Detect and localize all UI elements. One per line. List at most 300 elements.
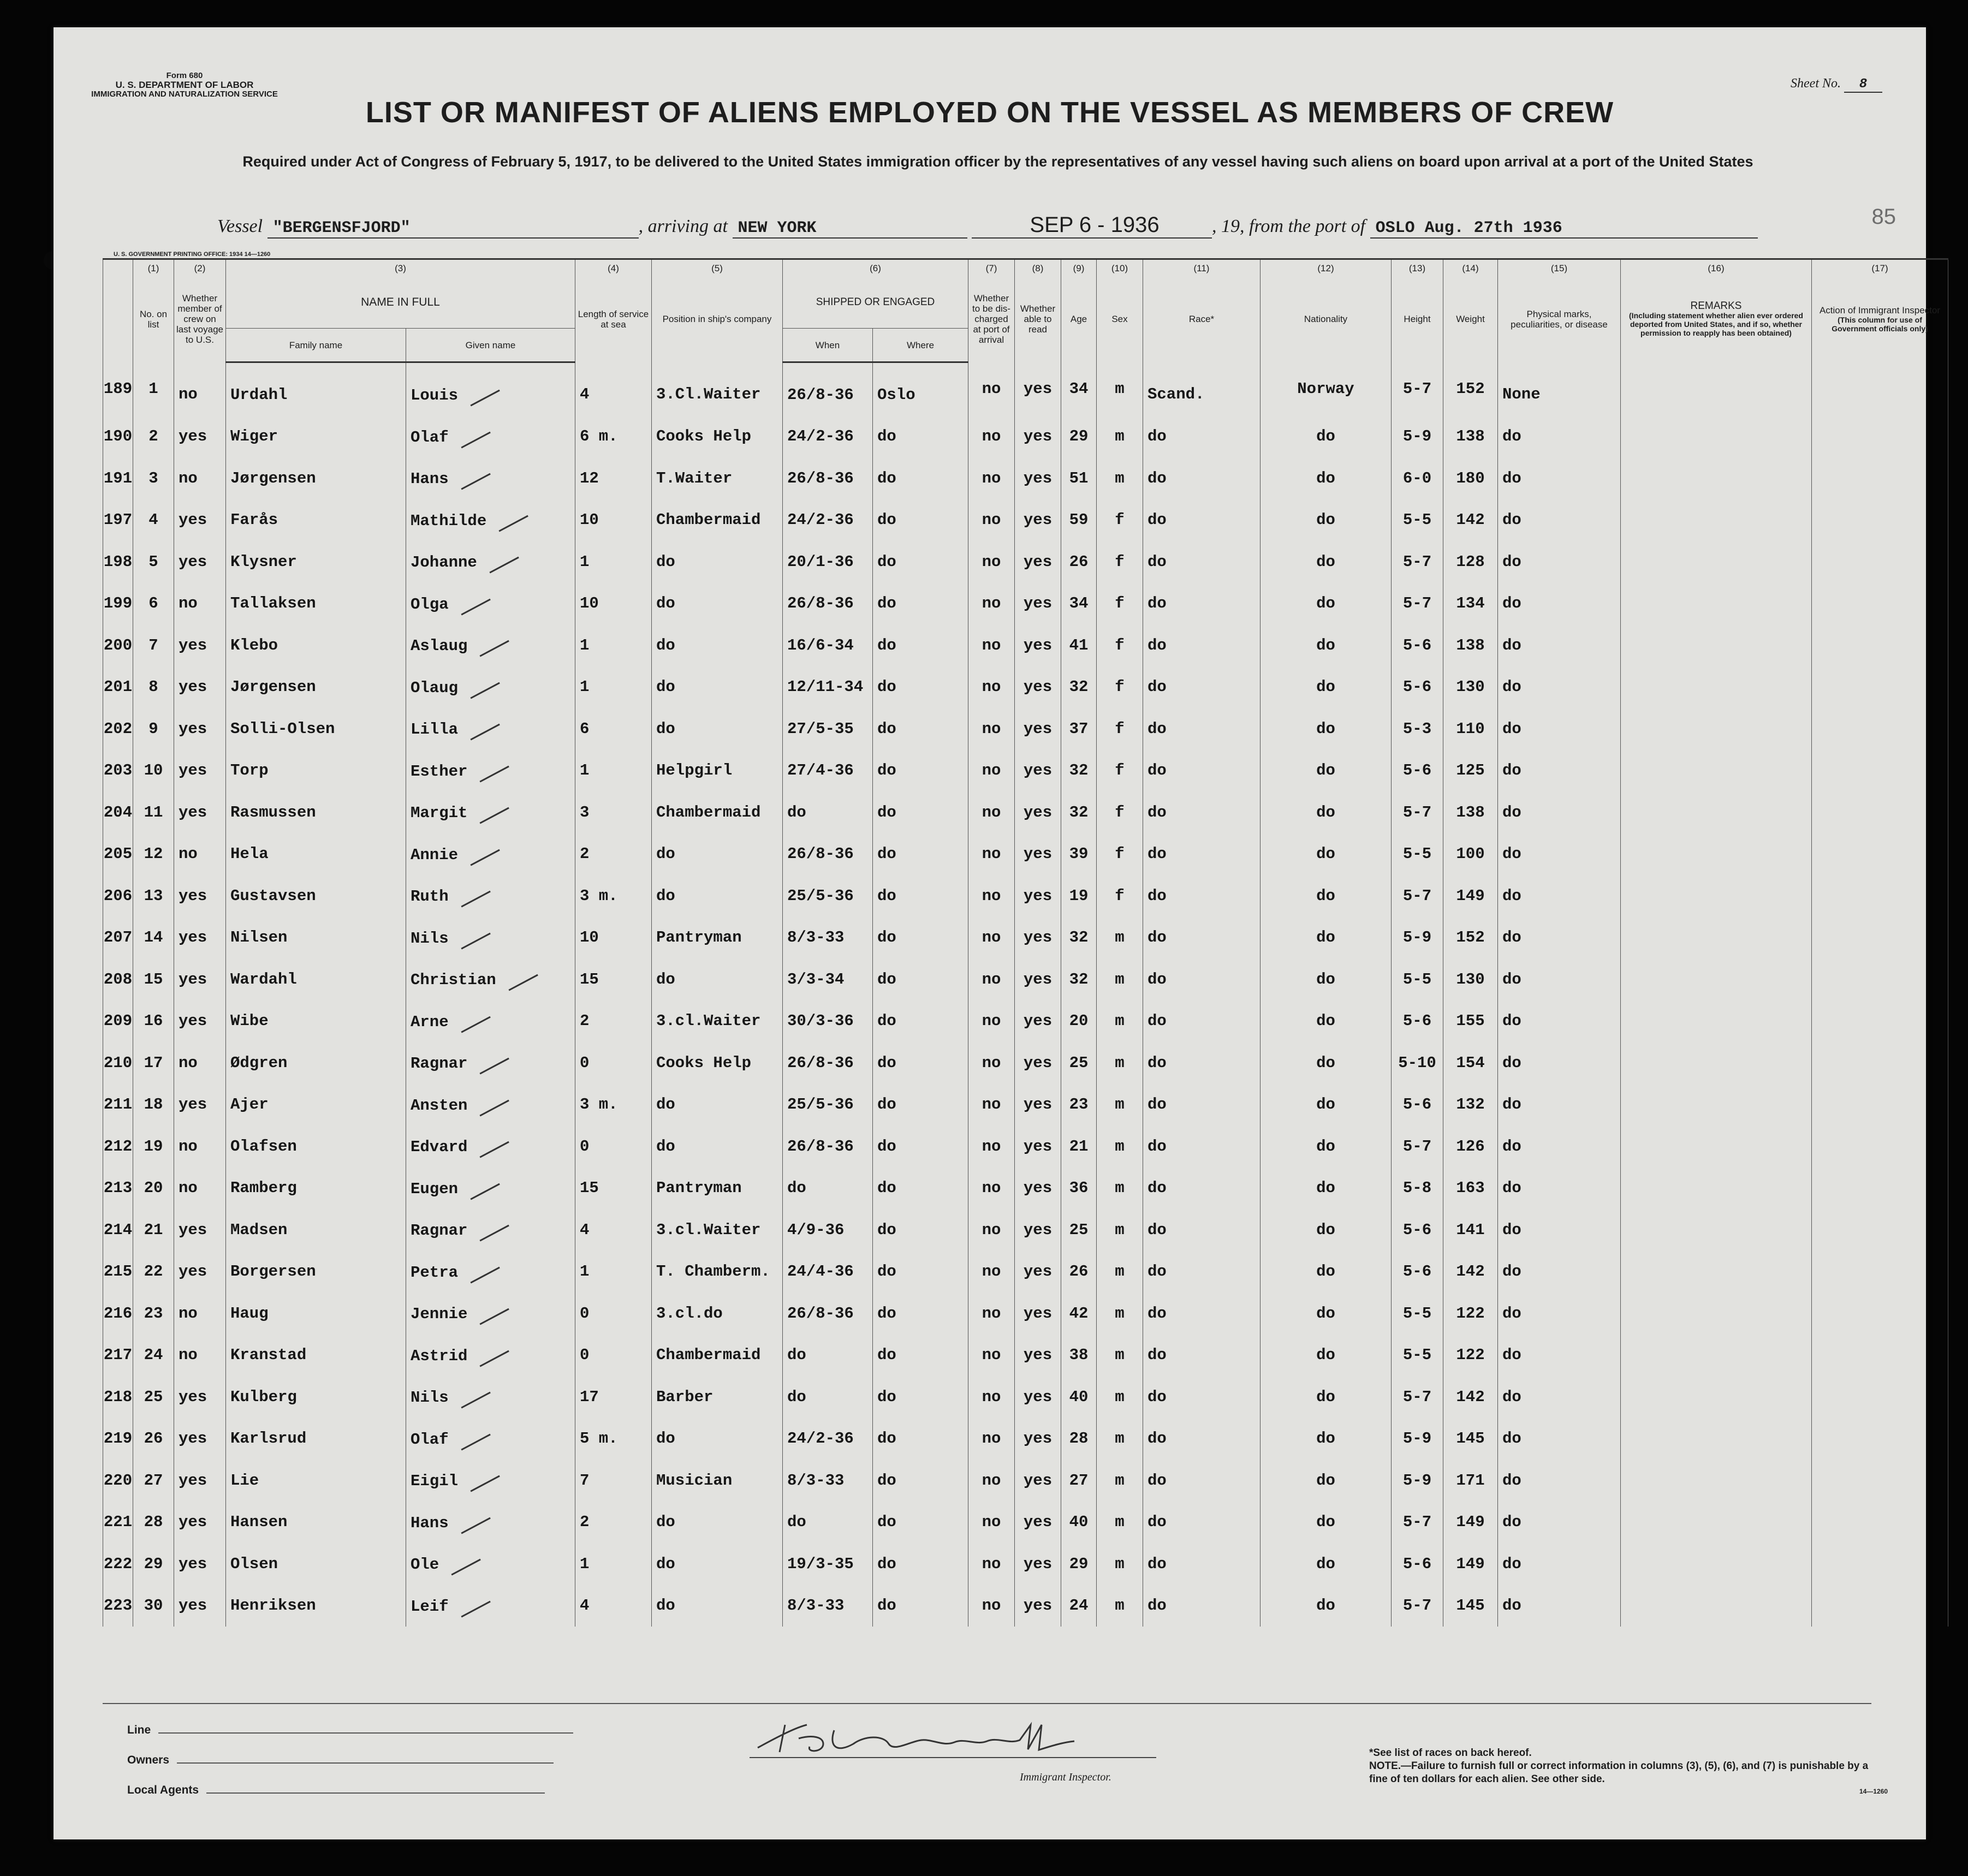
cell-member-last-voyage: yes [174,1209,226,1251]
cell-position: Chambermaid [652,791,783,833]
header-able-read: Whether able to read [1015,276,1061,362]
cell-remarks [1621,457,1812,499]
table-row [103,1168,1948,1210]
cell-length-of-service: 10 [575,917,652,959]
cell-height: 5-6 [1392,1251,1443,1293]
cell-action [1812,362,1948,416]
cell-position: 3.cl.Waiter [652,1000,783,1043]
table-row [103,1418,1948,1460]
cell-age: 20 [1061,1000,1097,1043]
cell-remarks [1621,362,1812,416]
cell-row-index: 214 [103,1209,133,1251]
cell-nationality: do [1261,708,1392,750]
cell-sex: f [1097,666,1143,708]
cell-shipped-where: do [873,1335,968,1377]
cell-action [1812,1168,1948,1210]
form-number: Form 680 [166,71,203,80]
cell-able-to-read: yes [1015,416,1061,458]
cell-member-last-voyage: yes [174,499,226,541]
cell-action [1812,1418,1948,1460]
header-family-name: Family name [226,329,406,362]
col-number: (11) [1143,259,1261,277]
cell-height: 5-7 [1392,875,1443,917]
cell-height: 5-9 [1392,416,1443,458]
col-number: (5) [652,259,783,277]
cell-sex: f [1097,791,1143,833]
check-mark [474,1088,510,1116]
vessel-name: "BERGENSFJORD" [267,219,639,239]
cell-age: 39 [1061,833,1097,876]
col-number: (1) [133,259,174,277]
cell-discharged: no [968,362,1015,416]
col-number: (17) [1812,259,1948,277]
cell-race: do [1143,666,1261,708]
table-row [103,1376,1948,1418]
cell-position: do [652,708,783,750]
cell-sex: f [1097,499,1143,541]
cell-shipped-where: do [873,1042,968,1084]
cell-position: do [652,1585,783,1627]
cell-given-name: Nils [406,1376,575,1418]
cell-able-to-read: yes [1015,541,1061,583]
cell-action [1812,666,1948,708]
cell-position: do [652,833,783,876]
cell-row-number: 23 [133,1293,174,1335]
cell-position: Cooks Help [652,416,783,458]
header-physical-marks: Physical marks, peculiarities, or disease [1498,276,1621,362]
cell-weight: 138 [1443,416,1498,458]
cell-height: 5-5 [1392,499,1443,541]
cell-shipped-where: do [873,833,968,876]
cell-shipped-when: 25/5-36 [783,1084,873,1126]
cell-family-name: Jørgensen [226,666,406,708]
cell-row-index: 221 [103,1502,133,1544]
cell-shipped-when: 26/8-36 [783,1293,873,1335]
cell-row-index: 209 [103,1000,133,1043]
cell-sex: m [1097,1460,1143,1502]
cell-family-name: Torp [226,750,406,792]
cell-able-to-read: yes [1015,791,1061,833]
cell-nationality: do [1261,457,1392,499]
cell-sex: m [1097,1293,1143,1335]
cell-remarks [1621,666,1812,708]
cell-row-index: 220 [103,1460,133,1502]
cell-nationality: do [1261,1168,1392,1210]
cell-age: 32 [1061,958,1097,1000]
cell-shipped-when: do [783,1502,873,1544]
cell-race: do [1143,1084,1261,1126]
cell-sex: m [1097,1585,1143,1627]
cell-weight: 100 [1443,833,1498,876]
cell-sex: m [1097,1543,1143,1585]
local-agents-field [127,1784,545,1797]
cell-given-name: Ragnar [406,1209,575,1251]
races-note: *See list of races on back hereof. [1369,1747,1532,1759]
cell-family-name: Tallaksen [226,583,406,625]
cell-able-to-read: yes [1015,624,1061,666]
cell-member-last-voyage: yes [174,1251,226,1293]
cell-row-number: 7 [133,624,174,666]
cell-discharged: no [968,541,1015,583]
cell-action [1812,1335,1948,1377]
table-row [103,541,1948,583]
cell-member-last-voyage: yes [174,875,226,917]
arrival-date-stamp: SEP 6 - 1936 [972,213,1212,239]
cell-race: do [1143,1502,1261,1544]
table-row [103,624,1948,666]
remarks-title: REMARKS [1690,300,1742,312]
cell-discharged: no [968,624,1015,666]
cell-action [1812,791,1948,833]
cell-height: 5-9 [1392,917,1443,959]
cell-length-of-service: 2 [575,1502,652,1544]
cell-action [1812,750,1948,792]
cell-sex: f [1097,541,1143,583]
cell-race: do [1143,875,1261,917]
header-age: Age [1061,276,1097,362]
cell-position: do [652,541,783,583]
cell-action [1812,1125,1948,1168]
cell-action [1812,1293,1948,1335]
cell-length-of-service: 1 [575,541,652,583]
cell-weight: 155 [1443,1000,1498,1043]
cell-nationality: do [1261,666,1392,708]
table-row [103,958,1948,1000]
header-when: When [783,329,873,362]
cell-race: do [1143,499,1261,541]
cell-length-of-service: 0 [575,1125,652,1168]
cell-discharged: no [968,1084,1015,1126]
cell-physical-marks: do [1498,708,1621,750]
cell-shipped-where: do [873,457,968,499]
cell-position: do [652,583,783,625]
cell-family-name: Borgersen [226,1251,406,1293]
cell-able-to-read: yes [1015,1502,1061,1544]
cell-race: do [1143,416,1261,458]
cell-sex: m [1097,1125,1143,1168]
cell-age: 27 [1061,1460,1097,1502]
cell-given-name: Nils [406,917,575,959]
cell-remarks [1621,1209,1812,1251]
cell-row-index: 189 [103,362,133,416]
cell-length-of-service: 3 [575,791,652,833]
inspector-label: Immigrant Inspector. [1020,1771,1111,1783]
inspector-signature [747,1714,1162,1763]
header-given-name: Given name [406,329,575,362]
cell-shipped-when: 16/6-34 [783,624,873,666]
cell-row-number: 28 [133,1502,174,1544]
cell-row-index: 210 [103,1042,133,1084]
cell-nationality: do [1261,791,1392,833]
cell-row-number: 2 [133,416,174,458]
cell-row-number: 1 [133,362,174,416]
arrival-port: NEW YORK [733,219,967,239]
cell-family-name: Solli-Olsen [226,708,406,750]
cell-shipped-when: do [783,1168,873,1210]
cell-action [1812,1460,1948,1502]
cell-sex: f [1097,833,1143,876]
check-mark [455,1422,491,1450]
cell-length-of-service: 12 [575,457,652,499]
cell-remarks [1621,958,1812,1000]
check-mark [474,1297,510,1325]
cell-member-last-voyage: yes [174,1585,226,1627]
table-row [103,583,1948,625]
cell-nationality: do [1261,1543,1392,1585]
cell-shipped-when: 20/1-36 [783,541,873,583]
cell-physical-marks: do [1498,958,1621,1000]
cell-remarks [1621,1042,1812,1084]
cell-able-to-read: yes [1015,875,1061,917]
cell-race: do [1143,1168,1261,1210]
cell-row-index: 202 [103,708,133,750]
cell-able-to-read: yes [1015,958,1061,1000]
cell-row-index: 197 [103,499,133,541]
cell-sex: f [1097,708,1143,750]
cell-able-to-read: yes [1015,833,1061,876]
cell-given-name: Hans [406,457,575,499]
cell-weight: 138 [1443,791,1498,833]
cell-given-name: Arne [406,1000,575,1043]
cell-discharged: no [968,958,1015,1000]
check-mark [455,1004,491,1033]
cell-shipped-when: 24/2-36 [783,416,873,458]
cell-row-index: 219 [103,1418,133,1460]
cell-family-name: Haug [226,1293,406,1335]
header-position: Position in ship's company [652,276,783,362]
col-number: (6) [783,259,968,277]
voyage-line: Vessel "BERGENSFJORD" , arriving at NEW YORK SEP 6 - 1936 , 19, from the port of OSLO Aug. 27th 1936 [217,213,1888,240]
cell-race: do [1143,708,1261,750]
cell-action [1812,583,1948,625]
cell-sex: f [1097,583,1143,625]
cell-member-last-voyage: no [174,1125,226,1168]
cell-physical-marks: do [1498,1502,1621,1544]
footer-notes [1369,1747,1877,1786]
cell-sex: m [1097,1502,1143,1544]
cell-family-name: Gustavsen [226,875,406,917]
cell-discharged: no [968,1418,1015,1460]
cell-nationality: do [1261,1293,1392,1335]
cell-nationality: do [1261,875,1392,917]
cell-row-number: 12 [133,833,174,876]
cell-age: 19 [1061,875,1097,917]
cell-sex: m [1097,362,1143,416]
header-member-last-voyage: Whether member of crew on last voyage to U.S. [174,276,226,362]
cell-nationality: do [1261,1042,1392,1084]
form-identifier [86,71,283,99]
cell-shipped-where: do [873,1585,968,1627]
table-row [103,1293,1948,1335]
table-row [103,1000,1948,1043]
cell-weight: 125 [1443,750,1498,792]
cell-race: do [1143,917,1261,959]
local-agents-label: Local Agents [127,1784,199,1796]
cell-physical-marks: do [1498,1418,1621,1460]
cell-age: 37 [1061,708,1097,750]
department-name: U. S. DEPARTMENT OF LABOR [115,80,254,90]
cell-action [1812,1502,1948,1544]
cell-row-index: 207 [103,917,133,959]
table-row [103,750,1948,792]
cell-shipped-where: do [873,1502,968,1544]
year-label: 19 [1221,216,1240,236]
cell-weight: 128 [1443,541,1498,583]
cell-given-name: Petra [406,1251,575,1293]
check-mark [464,1464,500,1492]
cell-row-number: 13 [133,875,174,917]
cell-row-number: 9 [133,708,174,750]
cell-physical-marks: do [1498,917,1621,959]
cell-shipped-when: 24/2-36 [783,499,873,541]
check-mark [474,1213,510,1242]
cell-weight: 130 [1443,958,1498,1000]
cell-weight: 145 [1443,1418,1498,1460]
cell-row-number: 24 [133,1335,174,1377]
cell-race: do [1143,1042,1261,1084]
cell-able-to-read: yes [1015,1000,1061,1043]
cell-remarks [1621,1585,1812,1627]
cell-action [1812,917,1948,959]
cell-row-number: 19 [133,1125,174,1168]
cell-shipped-where: do [873,875,968,917]
cell-given-name: Eugen [406,1168,575,1210]
cell-weight: 149 [1443,1543,1498,1585]
cell-remarks [1621,499,1812,541]
cell-row-index: 199 [103,583,133,625]
cell-shipped-where: do [873,1084,968,1126]
table-row [103,833,1948,876]
cell-height: 5-7 [1392,541,1443,583]
cell-position: do [652,1543,783,1585]
cell-race: do [1143,541,1261,583]
cell-weight: 154 [1443,1042,1498,1084]
cell-position: do [652,1418,783,1460]
cell-position: Musician [652,1460,783,1502]
cell-remarks [1621,1543,1812,1585]
cell-race: do [1143,1460,1261,1502]
cell-height: 5-7 [1392,791,1443,833]
cell-row-number: 22 [133,1251,174,1293]
check-mark [474,754,510,782]
check-mark [455,587,491,615]
check-mark [464,712,500,741]
cell-position: do [652,875,783,917]
cell-nationality: Norway [1261,362,1392,416]
check-mark [492,503,528,532]
cell-remarks [1621,833,1812,876]
cell-position: 3.cl.do [652,1293,783,1335]
cell-height: 5-6 [1392,666,1443,708]
header-name-in-full: NAME IN FULL [226,276,575,329]
cell-sex: m [1097,1042,1143,1084]
cell-length-of-service: 5 m. [575,1418,652,1460]
cell-remarks [1621,1000,1812,1043]
cell-given-name: Mathilde [406,499,575,541]
cell-remarks [1621,1168,1812,1210]
table-row [103,1042,1948,1084]
cell-length-of-service: 0 [575,1293,652,1335]
cell-weight: 122 [1443,1293,1498,1335]
cell-position: Chambermaid [652,1335,783,1377]
check-mark [464,1171,500,1200]
cell-row-index: 222 [103,1543,133,1585]
cell-age: 23 [1061,1084,1097,1126]
table-row [103,1585,1948,1627]
cell-age: 26 [1061,1251,1097,1293]
cell-remarks [1621,541,1812,583]
cell-shipped-where: do [873,917,968,959]
cell-able-to-read: yes [1015,1251,1061,1293]
cell-length-of-service: 15 [575,1168,652,1210]
cell-physical-marks: do [1498,1251,1621,1293]
cell-family-name: Hansen [226,1502,406,1544]
check-mark [455,1589,491,1617]
cell-given-name: Astrid [406,1335,575,1377]
cell-age: 32 [1061,791,1097,833]
check-mark [455,462,491,490]
cell-member-last-voyage: yes [174,708,226,750]
sheet-number-value: 8 [1844,77,1882,93]
cell-row-index: 203 [103,750,133,792]
cell-sex: m [1097,1168,1143,1210]
cell-weight: 142 [1443,499,1498,541]
cell-member-last-voyage: yes [174,1418,226,1460]
cell-discharged: no [968,791,1015,833]
cell-weight: 152 [1443,362,1498,416]
cell-family-name: Klebo [226,624,406,666]
cell-race: do [1143,1000,1261,1043]
table-row [103,1502,1948,1544]
cell-height: 5-8 [1392,1168,1443,1210]
table-row [103,1209,1948,1251]
cell-able-to-read: yes [1015,1084,1061,1126]
cell-physical-marks: do [1498,416,1621,458]
cell-action [1812,1251,1948,1293]
cell-given-name: Louis [406,362,575,416]
cell-row-index: 191 [103,457,133,499]
col-number: (7) [968,259,1015,277]
cell-height: 5-5 [1392,958,1443,1000]
cell-weight: 126 [1443,1125,1498,1168]
cell-length-of-service: 7 [575,1460,652,1502]
cell-shipped-when: 3/3-34 [783,958,873,1000]
check-mark [445,1547,481,1576]
cell-weight: 122 [1443,1335,1498,1377]
cell-shipped-when: 26/8-36 [783,583,873,625]
cell-discharged: no [968,1125,1015,1168]
col-number: (16) [1621,259,1812,277]
cell-family-name: Kulberg [226,1376,406,1418]
col-number: (14) [1443,259,1498,277]
cell-action [1812,875,1948,917]
check-mark [464,837,500,866]
cell-family-name: Lie [226,1460,406,1502]
cell-height: 5-10 [1392,1042,1443,1084]
service-name: IMMIGRATION AND NATURALIZATION SERVICE [91,90,278,99]
cell-age: 41 [1061,624,1097,666]
cell-nationality: do [1261,1209,1392,1251]
cell-race: do [1143,1418,1261,1460]
cell-row-index: 200 [103,624,133,666]
cell-given-name: Aslaug [406,624,575,666]
cell-position: T. Chamberm. [652,1251,783,1293]
cell-nationality: do [1261,833,1392,876]
crew-rows [103,362,1948,1627]
cell-row-index: 215 [103,1251,133,1293]
cell-race: do [1143,791,1261,833]
cell-shipped-when: 27/4-36 [783,750,873,792]
